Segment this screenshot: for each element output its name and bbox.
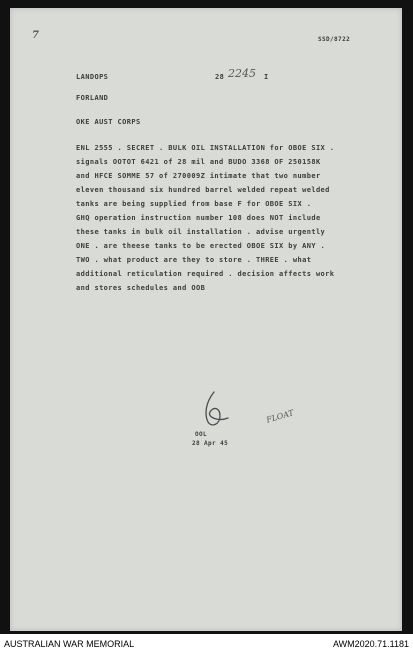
info-line-2: OKE AUST CORPS (76, 118, 141, 126)
body-line: ONE . are theese tanks to be erected OBOE SIX by ANY . (76, 242, 326, 250)
margin-mark: 7 (32, 30, 39, 41)
body-line: these tanks in bulk oil installation . advise urgently (76, 228, 326, 236)
handwritten-note: FLOAT (265, 408, 295, 425)
body-line: and HFCE SOMME 57 of 270009Z intimate that two number (76, 172, 321, 180)
body-line: and stores schedules and OOB (76, 284, 206, 292)
body-line: TWO . what product are they to store . THREE . what (76, 256, 312, 264)
copy-mark: I (264, 73, 269, 81)
signer-code: OOL (195, 431, 208, 438)
footer-reference: AWM2020.71.1181 (332, 639, 409, 649)
date-code-handwritten: 2245 (228, 67, 256, 80)
info-line: FORLAND (76, 94, 109, 102)
sign-date: 28 Apr 45 (192, 440, 229, 447)
addressee-line: LANDOPS (76, 73, 109, 81)
body-line: signals OOTOT 6421 of 28 mil and BUDO 3368 OF 250158K (76, 158, 321, 166)
handwritten-signature (196, 388, 236, 433)
date-code-typed: 28 (215, 73, 225, 81)
body-line: tanks are being supplied from base F for OBOE SIX . (76, 200, 312, 208)
body-line: GHQ operation instruction number 108 does NOT include (76, 214, 321, 222)
body-line: eleven thousand six hundred barrel welded repeat welded (76, 186, 330, 194)
footer-institution: AUSTRALIAN WAR MEMORIAL (4, 639, 135, 649)
archive-footer (0, 634, 413, 653)
body-line: additional reticulation required . decision affects work (76, 270, 335, 278)
document-page (10, 8, 402, 631)
corner-reference: SSD/8722 (318, 36, 351, 43)
body-line: ENL 2555 . SECRET . BULK OIL INSTALLATION for OBOE SIX . (76, 144, 335, 152)
